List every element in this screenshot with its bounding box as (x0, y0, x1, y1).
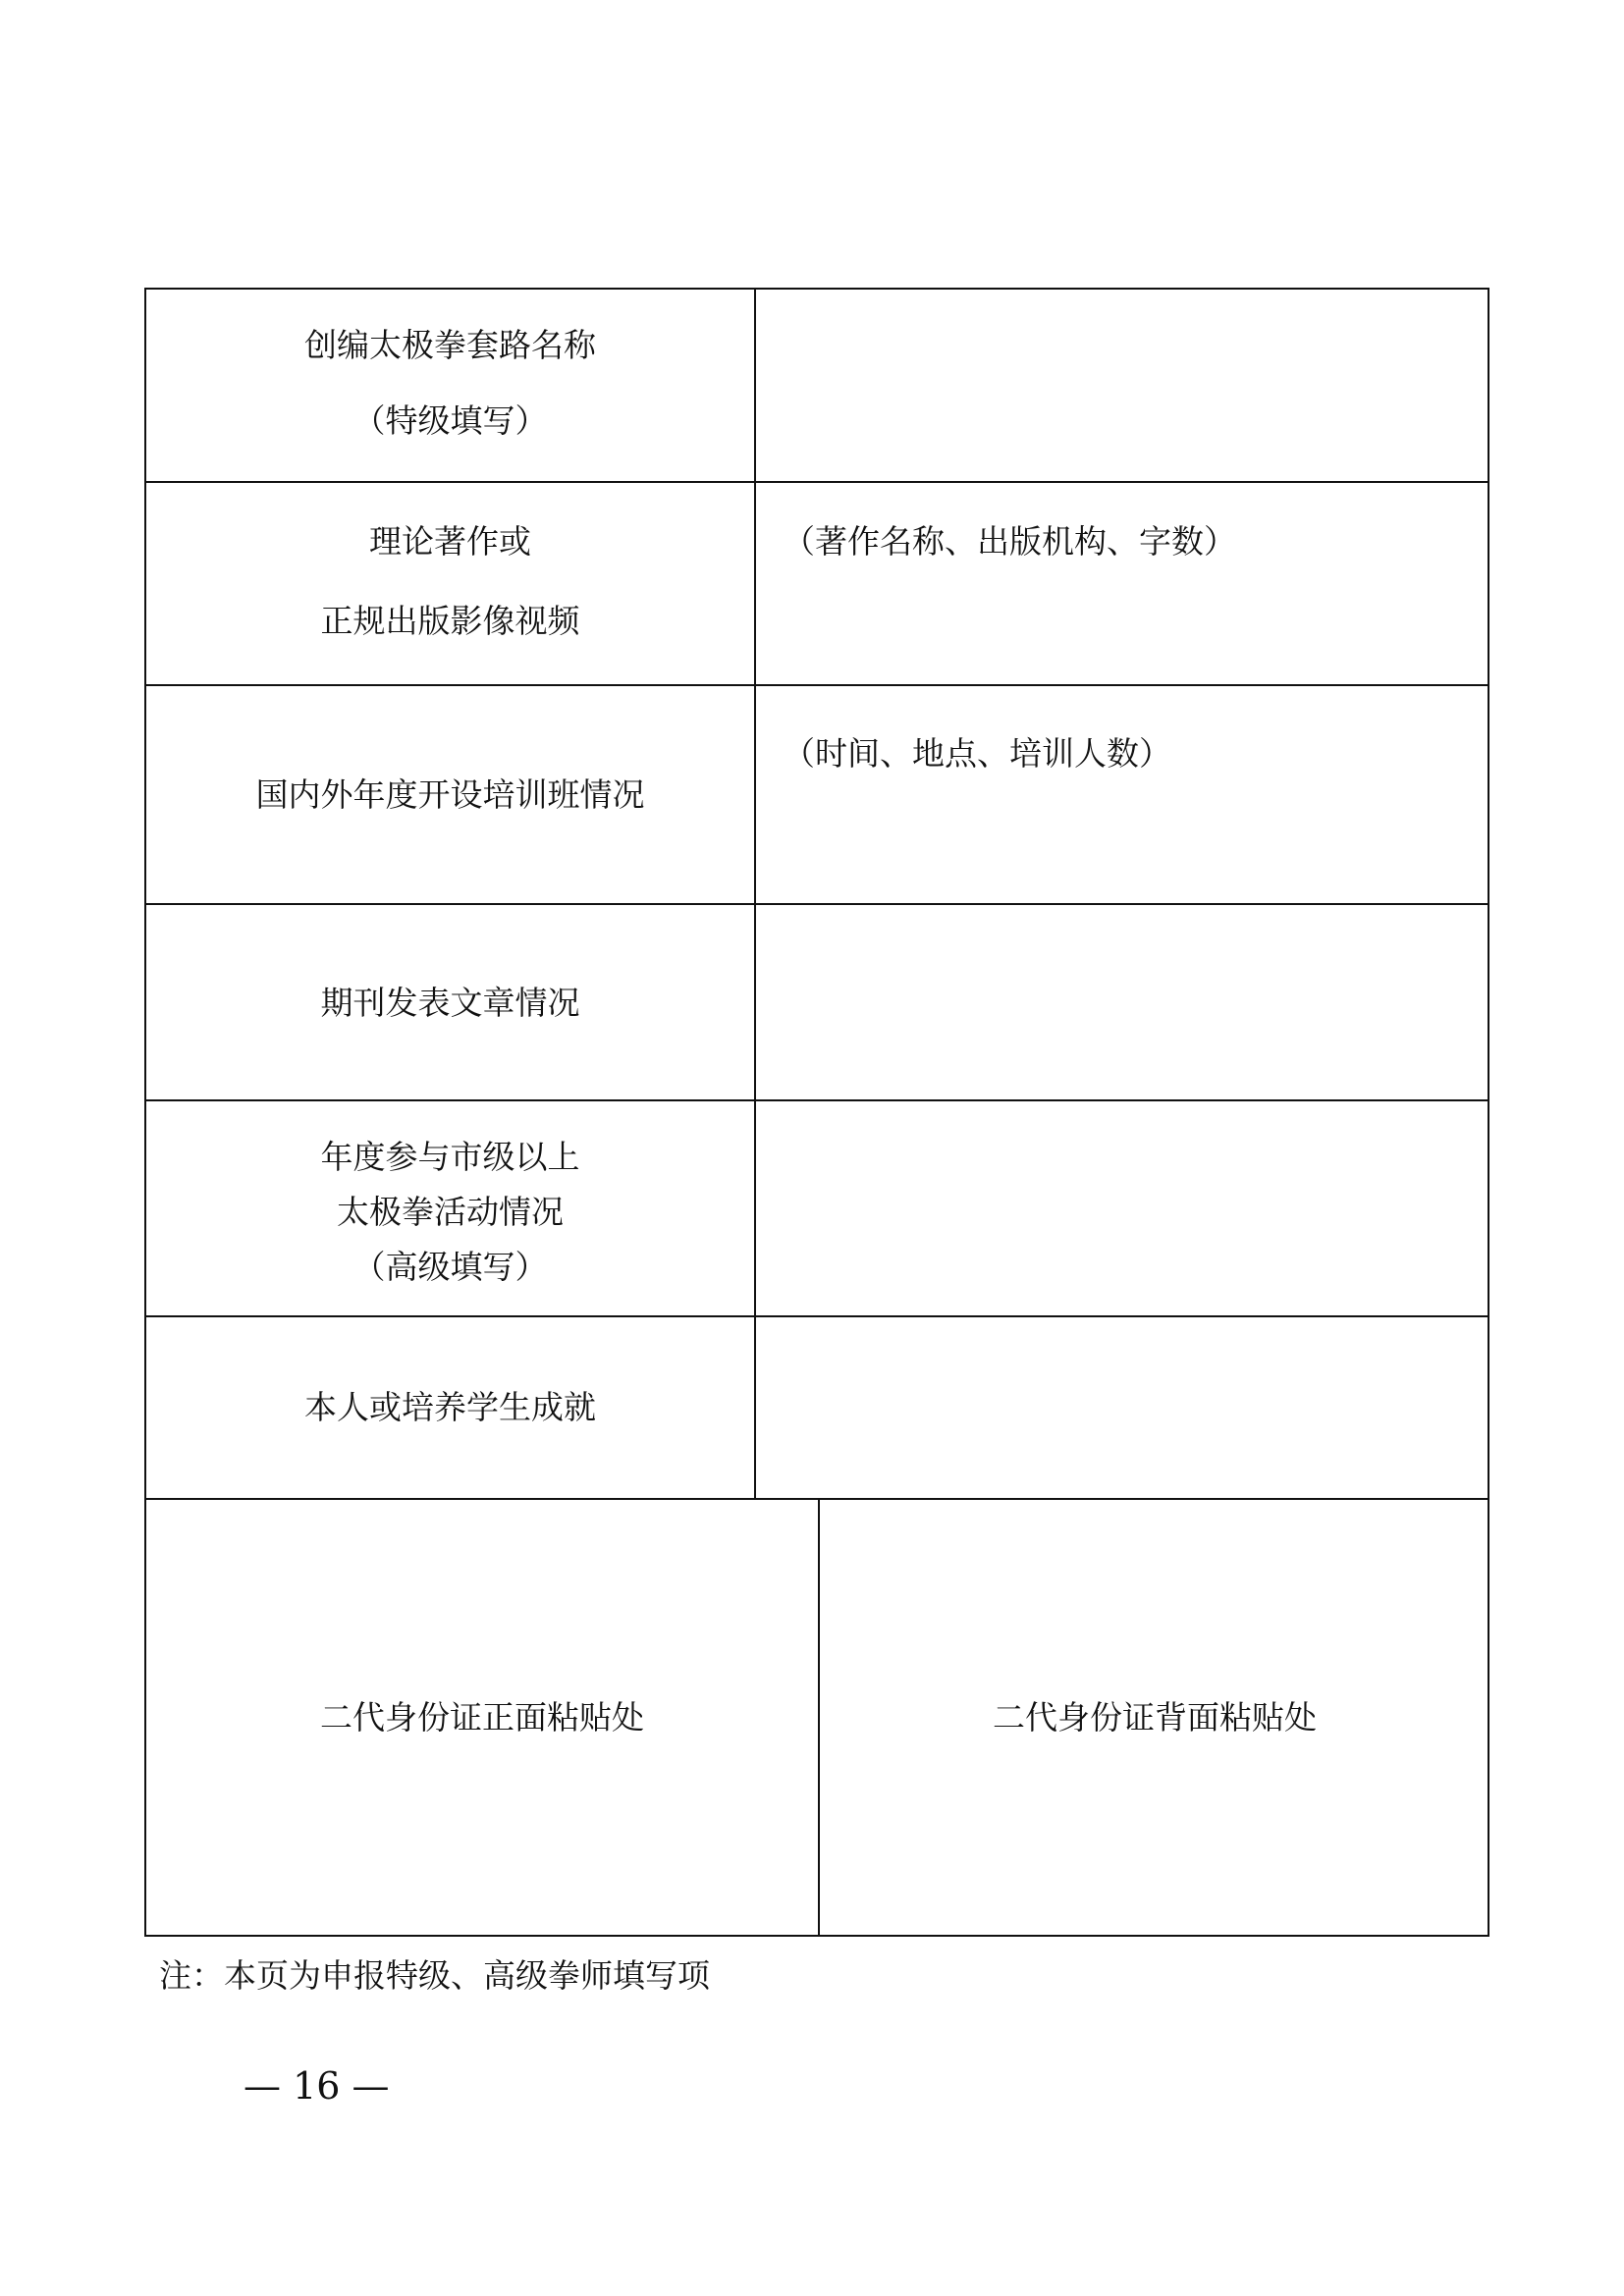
id-card-back-area: 二代身份证背面粘贴处 (993, 1698, 1317, 1736)
application-form-table (144, 288, 1489, 1937)
row-divider (146, 1315, 1488, 1317)
row-label-line: 太极拳活动情况 (337, 1193, 564, 1231)
row-label (146, 775, 754, 814)
row-hint: （著作名称、出版机构、字数） (783, 522, 1236, 561)
row-label-line: 正规出版影像视频 (320, 602, 580, 640)
row-label (146, 1388, 754, 1426)
row-label (146, 522, 754, 640)
row-divider (146, 1099, 1488, 1101)
column-divider (754, 290, 756, 1500)
row-label-line: 国内外年度开设培训班情况 (255, 775, 645, 814)
row-divider (146, 481, 1488, 483)
row-label-line: 创编太极拳套路名称 (304, 326, 596, 364)
id-card-front-area: 二代身份证正面粘贴处 (320, 1698, 644, 1736)
row-label-line: （高级填写） (352, 1248, 548, 1286)
row-divider (146, 684, 1488, 686)
footnote: 注：本页为申报特级、高级拳师填写项 (159, 1956, 710, 1995)
page-number: — 16 — (244, 2064, 390, 2108)
row-label-line: 本人或培养学生成就 (304, 1388, 596, 1426)
row-hint: （时间、地点、培训人数） (783, 734, 1171, 773)
row-divider (146, 903, 1488, 905)
row-divider (146, 1498, 1488, 1500)
row-label (146, 984, 754, 1022)
row-label (146, 326, 754, 440)
row-label-line: 理论著作或 (369, 522, 531, 561)
row-label-line: 期刊发表文章情况 (320, 984, 580, 1022)
row-label (146, 1138, 754, 1286)
row-label-line: （特级填写） (352, 401, 548, 440)
row-label-line: 年度参与市级以上 (320, 1138, 580, 1176)
